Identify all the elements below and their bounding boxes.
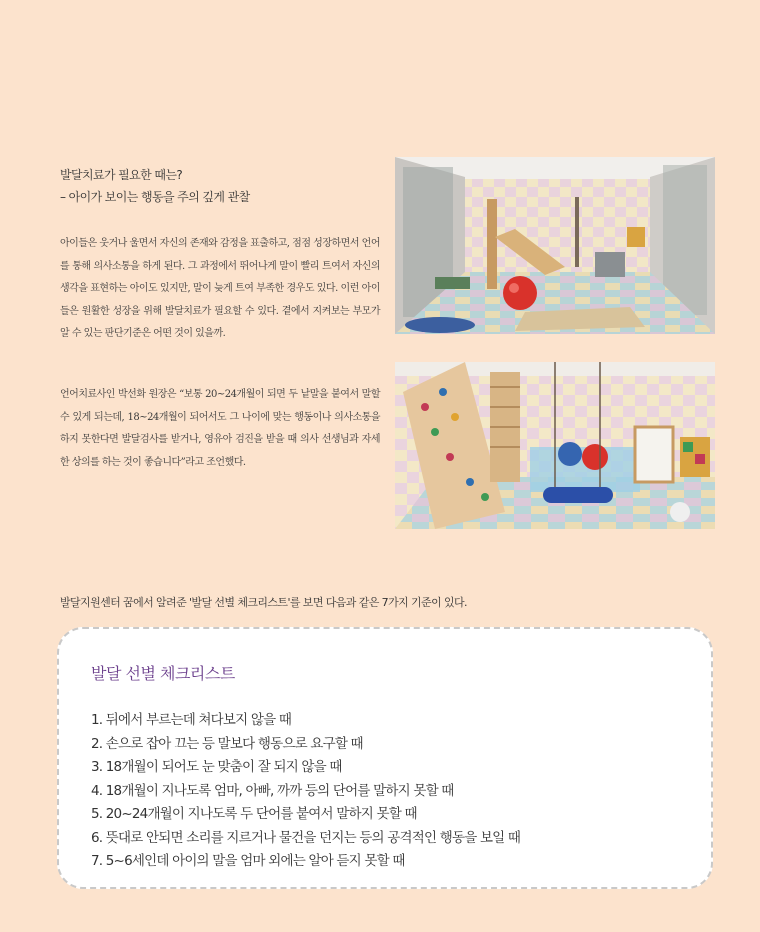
checklist-item: 5. 20~24개월이 지나도록 두 단어를 붙여서 말하지 못할 때 bbox=[91, 806, 417, 822]
article-heading bbox=[60, 164, 380, 208]
heading-title: 발달치료가 필요한 때는? bbox=[60, 168, 183, 182]
checklist-list bbox=[91, 709, 520, 874]
checklist-item: 7. 5~6세인데 아이의 말을 엄마 외에는 알아 듣지 못할 때 bbox=[91, 853, 405, 869]
checklist-box bbox=[57, 627, 713, 889]
checklist-intro: 발달지원센터 꿈에서 알려준 '발달 선별 체크리스트'를 보면 다음과 같은 7가지 기준이 있다. bbox=[60, 596, 467, 609]
checklist-item: 6. 뜻대로 안되면 소리를 지르거나 물건을 던지는 등의 공격적인 행동을 보일 때 bbox=[91, 829, 521, 846]
checklist-title: 발달 선별 체크리스트 bbox=[91, 664, 235, 683]
heading-subtitle: – 아이가 보이는 행동을 주의 깊게 관찰 bbox=[60, 190, 250, 204]
therapy-room-photo-1 bbox=[395, 157, 715, 334]
therapy-room-photo-2 bbox=[395, 362, 715, 529]
checklist-item: 4. 18개월이 지나도록 엄마, 아빠, 까까 등의 단어를 말하지 못할 때 bbox=[91, 782, 454, 799]
article-paragraph-1: 아이들은 웃거나 울면서 자신의 존재와 감정을 표출하고, 점점 성장하면서 언어를 통해 의사소통을 하게 된다. 그 과정에서 뛰어나게 말이 빨리 트여서 자신의 생각을 표현하는 아이도 있지만, 말이 늦게 트여 부족한 경우도 있다. 이런 아이들은 원활한 성장을 위해 발달치료가 필요할 수 있다. 곁에서 지켜보는 부모가 알 수 있는 판단기준은 어떤 것이 있을까. bbox=[60, 238, 380, 339]
checklist-item: 1. 뒤에서 부르는데 쳐다보지 않을 때 bbox=[91, 712, 292, 728]
article-paragraph-2: 언어치료사인 박선화 원장은 “보통 20~24개월이 되면 두 낱말을 붙여서 말할 수 있게 되는데, 18~24개월이 되어서도 그 나이에 맞는 행동이나 의사소통을 하지 못한다면 발달검사를 받거나, 영유아 검진을 받을 때 의사 선생님과 자세한 상의를 하는 것이 좋습니다”라고 조언했다. bbox=[60, 389, 380, 468]
checklist-item: 2. 손으로 잡아 끄는 등 말보다 행동으로 요구할 때 bbox=[91, 735, 363, 752]
checklist-item: 3. 18개월이 되어도 눈 맞춤이 잘 되지 않을 때 bbox=[91, 759, 342, 775]
